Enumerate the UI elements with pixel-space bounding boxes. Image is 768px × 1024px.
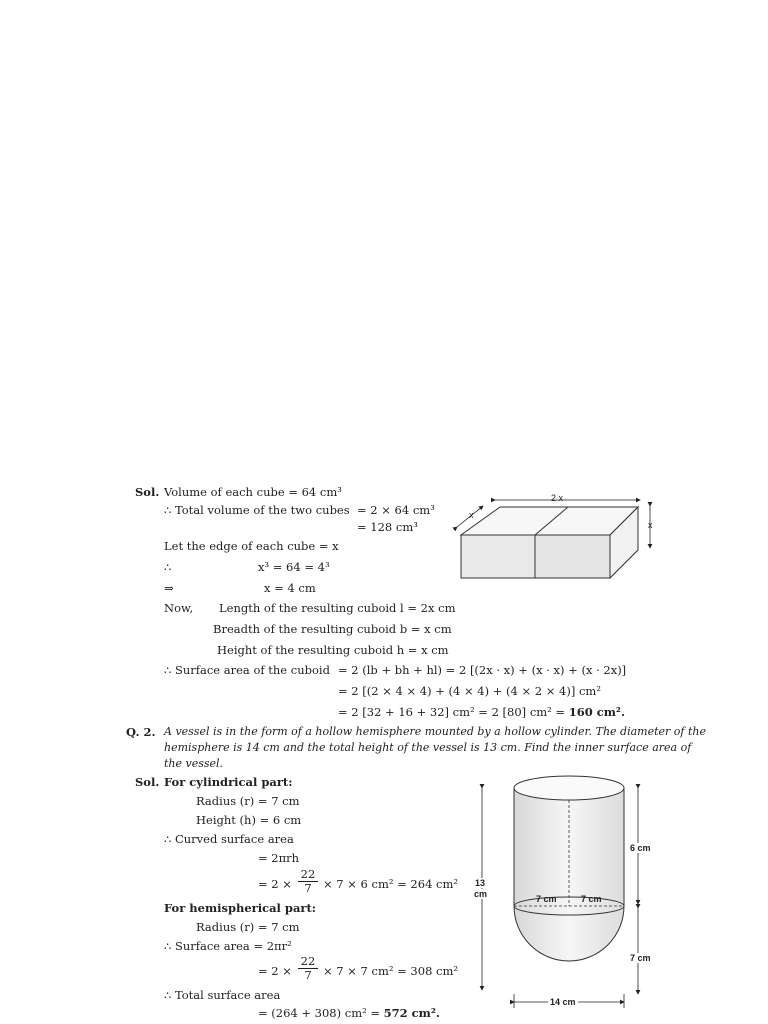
total-height-label: 13 <box>475 878 486 888</box>
sol-label: Sol. <box>135 775 160 789</box>
sol1-line: ∴ <box>164 560 172 574</box>
sol1-line: Let the edge of each cube = x <box>164 539 339 553</box>
sol1-line: ∴ Surface area of the cuboid <box>164 663 330 677</box>
sol1-line: ⇒ <box>164 581 174 595</box>
cylinder-height-label: 6 cm <box>630 843 651 853</box>
cuboid-top-face <box>461 507 638 535</box>
top-dimension-label: 2 x <box>551 493 564 503</box>
sol2-line: ∴ Curved surface area <box>164 832 294 846</box>
sol1-line: Height of the resulting cuboid h = x cm <box>217 643 449 657</box>
sol-label: Sol. <box>135 485 160 499</box>
question-text: the vessel. <box>164 757 224 770</box>
vessel-figure <box>470 772 670 1024</box>
sol2-line: × 7 × 7 cm² = 308 cm² <box>323 964 458 978</box>
sol1-line: x = 4 cm <box>264 581 316 595</box>
sol2-line: Height (h) = 6 cm <box>196 813 302 827</box>
sol1-line: ∴ Total volume of the two cubes <box>164 503 350 517</box>
sol2-line: Radius (r) = 7 cm <box>196 920 300 934</box>
question-text: hemisphere is 14 cm and the total height of the vessel is 13 cm. Find the inner surface area of <box>164 741 692 754</box>
side-dimension-label: x <box>648 520 653 530</box>
sol1-line: = 2 [(2 × 4 × 4) + (4 × 4) + (4 × 2 × 4)] cm² <box>338 684 601 698</box>
sol2-line <box>258 1006 440 1020</box>
cube-front-left <box>461 535 535 578</box>
sol1-answer: 160 cm². <box>568 705 625 719</box>
question-text: A vessel is in the form of a hollow hemisphere mounted by a hollow cylinder. The diameter of the <box>164 725 706 738</box>
sol1-line12-text: = 2 [32 + 16 + 32] cm² = 2 [80] cm² = <box>338 705 569 719</box>
sol1-line: Breadth of the resulting cuboid b = x cm <box>213 622 452 636</box>
sol2-total-text: = (264 + 308) cm² = <box>258 1006 384 1020</box>
cuboid-figure <box>450 490 670 590</box>
total-height-unit: cm <box>474 889 488 899</box>
fraction-numerator: 22 <box>298 955 318 969</box>
section-heading: For hemispherical part: <box>164 901 317 915</box>
question-label: Q. 2. <box>126 725 156 739</box>
radius-right-label: 7 cm <box>581 894 602 904</box>
section-heading: For cylindrical part: <box>164 775 293 789</box>
fraction <box>298 868 318 895</box>
vessel-top-ellipse <box>514 776 624 800</box>
radius-left-label: 7 cm <box>536 894 557 904</box>
sol1-line: x³ = 64 = 4³ <box>258 560 330 574</box>
vessel-body <box>514 788 624 961</box>
fraction-numerator: 22 <box>298 868 318 882</box>
sol1-line: = 2 × 64 cm³ <box>357 503 435 517</box>
sol2-line: ∴ Surface area = 2πr² <box>164 939 292 953</box>
sol1-line: Volume of each cube = 64 cm³ <box>164 485 342 499</box>
fraction-denominator: 7 <box>304 968 312 982</box>
sol2-line: = 2 × <box>258 964 292 978</box>
sol2-line: = 2 × <box>258 877 292 891</box>
diameter-label: 14 cm <box>550 997 576 1007</box>
sol1-line <box>338 705 625 719</box>
sol2-answer: 572 cm². <box>383 1006 440 1020</box>
sol1-line: = 2 (lb + bh + hl) = 2 [(2x · x) + (x · x) + (x · 2x)] <box>338 663 627 677</box>
depth-dimension-label: x <box>469 510 474 520</box>
sol2-line: = 2πrh <box>258 851 300 865</box>
sol2-line: ∴ Total surface area <box>164 988 281 1002</box>
sol1-line: = 128 cm³ <box>357 520 418 534</box>
cube-front-right <box>535 535 610 578</box>
fraction-denominator: 7 <box>304 881 312 895</box>
sol1-line: Length of the resulting cuboid l = 2x cm <box>219 601 456 615</box>
sol2-line: Radius (r) = 7 cm <box>196 794 300 808</box>
fraction <box>298 955 318 982</box>
sol1-line: Now, <box>164 601 194 615</box>
sol2-line: × 7 × 6 cm² = 264 cm² <box>323 877 458 891</box>
hemisphere-height-label: 7 cm <box>630 953 651 963</box>
